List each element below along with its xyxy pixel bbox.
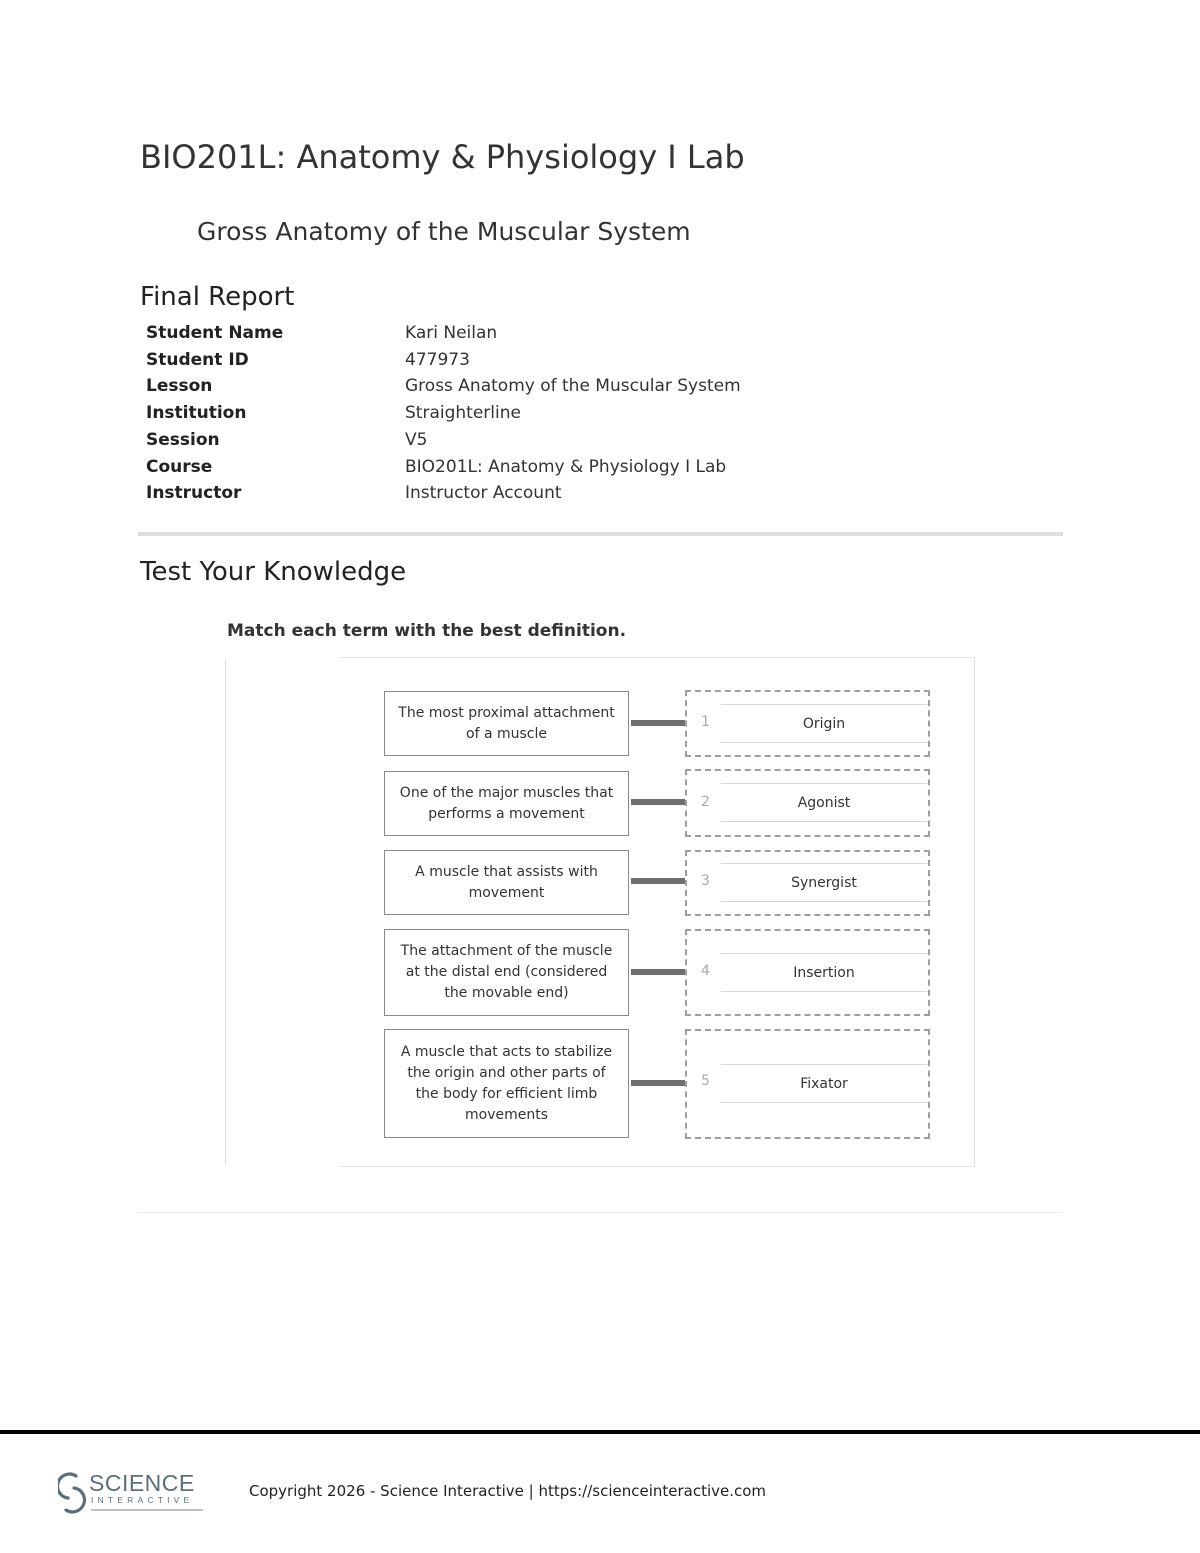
info-row-course xyxy=(146,454,741,481)
section-heading: Test Your Knowledge xyxy=(140,557,407,587)
term-chip[interactable]: Insertion xyxy=(721,953,927,992)
slot-number: 5 xyxy=(701,1073,710,1089)
slot-number: 1 xyxy=(701,714,710,730)
info-label: Student ID xyxy=(146,349,249,370)
info-label: Student Name xyxy=(146,323,284,343)
term-chip[interactable]: Synergist xyxy=(721,863,927,902)
info-label: Session xyxy=(146,429,220,450)
info-label: Instructor xyxy=(146,483,242,504)
question-instruction: Match each term with the best definition. xyxy=(227,621,627,641)
definition-box: The most proximal attachment of a muscle xyxy=(384,691,629,756)
logo-tagline-mark xyxy=(91,1509,203,1511)
science-interactive-logo xyxy=(58,1470,218,1516)
info-value: V5 xyxy=(405,429,428,450)
slot-number: 4 xyxy=(701,963,710,979)
term-drop-slot[interactable] xyxy=(685,1029,930,1139)
match-connector xyxy=(631,969,685,975)
course-title: BIO201L: Anatomy & Physiology I Lab xyxy=(140,138,745,176)
info-value: Instructor Account xyxy=(405,483,562,504)
term-chip[interactable]: Origin xyxy=(721,704,927,743)
info-value: 477973 xyxy=(405,349,470,370)
info-row-institution xyxy=(146,400,741,427)
lesson-title: Gross Anatomy of the Muscular System xyxy=(197,217,691,246)
footer-copyright: Copyright 2026 - Science Interactive | https://scienceinteractive.com xyxy=(249,1482,767,1500)
match-connector xyxy=(631,1080,685,1086)
definition-box: The attachment of the muscle at the distal end (considered the movable end) xyxy=(384,929,629,1016)
report-heading: Final Report xyxy=(140,282,295,312)
section-end-divider xyxy=(138,1212,1063,1213)
term-chip[interactable]: Agonist xyxy=(721,783,927,822)
info-label: Institution xyxy=(146,403,247,424)
section-divider xyxy=(138,532,1063,536)
info-value: Straighterline xyxy=(405,403,521,424)
definition-box: One of the major muscles that performs a movement xyxy=(384,771,629,836)
info-row-session xyxy=(146,427,741,454)
info-value: Kari Neilan xyxy=(405,323,498,343)
footer-rule xyxy=(0,1430,1200,1434)
info-row-student-name xyxy=(146,320,741,347)
info-value: Gross Anatomy of the Muscular System xyxy=(405,376,741,397)
match-connector xyxy=(631,799,685,805)
slot-number: 3 xyxy=(701,873,710,889)
term-drop-slot[interactable] xyxy=(685,769,930,837)
term-drop-slot[interactable] xyxy=(685,929,930,1016)
student-info-table xyxy=(146,320,741,507)
info-row-student-id xyxy=(146,347,741,374)
term-drop-slot[interactable] xyxy=(685,690,930,757)
info-label: Lesson xyxy=(146,376,213,397)
logo-swirl-icon xyxy=(58,1474,84,1512)
definition-box: A muscle that assists with movement xyxy=(384,850,629,915)
info-label: Course xyxy=(146,456,213,477)
logo-wordmark: SCIENCE xyxy=(89,1470,195,1496)
term-chip[interactable]: Fixator xyxy=(721,1064,927,1103)
definition-box: A muscle that acts to stabilize the origin and other parts of the body for efficient limb movements xyxy=(384,1029,629,1138)
slot-number: 2 xyxy=(701,794,710,810)
info-row-lesson xyxy=(146,373,741,400)
term-drop-slot[interactable] xyxy=(685,850,930,916)
match-connector xyxy=(631,720,685,726)
info-value: BIO201L: Anatomy & Physiology I Lab xyxy=(405,456,727,477)
logo-subtext: INTERACTIVE xyxy=(91,1495,194,1505)
match-connector xyxy=(631,878,685,884)
info-row-instructor xyxy=(146,480,741,507)
